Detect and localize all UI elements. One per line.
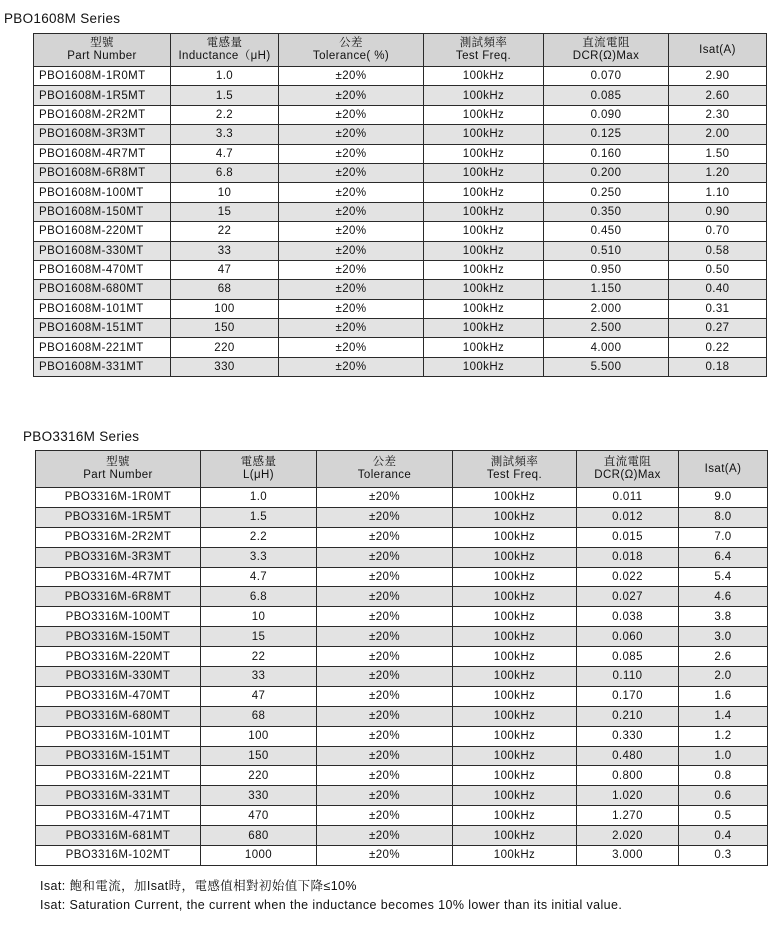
col-header-test-freq: 測試頻率 Test Freq. bbox=[424, 34, 544, 67]
cell-inductance: 10 bbox=[201, 607, 317, 627]
cell-part-number: PBO3316M-330MT bbox=[36, 667, 201, 687]
cell-dcr: 0.160 bbox=[544, 144, 669, 163]
cell-test-freq: 100kHz bbox=[453, 726, 577, 746]
cell-dcr: 0.110 bbox=[577, 667, 679, 687]
cell-tolerance: ±20% bbox=[317, 826, 453, 846]
cell-dcr: 0.015 bbox=[577, 527, 679, 547]
cell-test-freq: 100kHz bbox=[424, 183, 544, 202]
cell-part-number: PBO1608M-3R3MT bbox=[34, 125, 171, 144]
table-row bbox=[36, 547, 768, 567]
cell-test-freq: 100kHz bbox=[424, 319, 544, 338]
cell-dcr: 0.085 bbox=[577, 647, 679, 667]
cell-part-number: PBO3316M-2R2MT bbox=[36, 527, 201, 547]
table-row bbox=[34, 299, 767, 318]
cell-part-number: PBO1608M-101MT bbox=[34, 299, 171, 318]
cell-inductance: 47 bbox=[171, 260, 279, 279]
cell-test-freq: 100kHz bbox=[424, 125, 544, 144]
cell-part-number: PBO3316M-470MT bbox=[36, 686, 201, 706]
cell-isat: 3.0 bbox=[679, 627, 768, 647]
cell-inductance: 22 bbox=[201, 647, 317, 667]
cell-isat: 0.58 bbox=[669, 241, 767, 260]
cell-tolerance: ±20% bbox=[317, 527, 453, 547]
cell-dcr: 0.038 bbox=[577, 607, 679, 627]
cell-isat: 3.8 bbox=[679, 607, 768, 627]
series2-spec-table bbox=[35, 450, 768, 866]
cell-part-number: PBO3316M-102MT bbox=[36, 846, 201, 866]
cell-dcr: 0.250 bbox=[544, 183, 669, 202]
table-row bbox=[34, 280, 767, 299]
cell-dcr: 0.480 bbox=[577, 746, 679, 766]
cell-dcr: 0.027 bbox=[577, 587, 679, 607]
cell-isat: 1.6 bbox=[679, 686, 768, 706]
table-row bbox=[34, 125, 767, 144]
cell-test-freq: 100kHz bbox=[453, 647, 577, 667]
cell-inductance: 1.5 bbox=[171, 86, 279, 105]
cell-dcr: 2.020 bbox=[577, 826, 679, 846]
cell-isat: 0.8 bbox=[679, 766, 768, 786]
table-row bbox=[34, 241, 767, 260]
table-row bbox=[34, 183, 767, 202]
cell-inductance: 68 bbox=[201, 706, 317, 726]
cell-dcr: 3.000 bbox=[577, 846, 679, 866]
col-header-part-number: 型號 Part Number bbox=[34, 34, 171, 67]
col-header-test-freq: 測試頻率 Test Freq. bbox=[453, 451, 577, 488]
cell-isat: 2.90 bbox=[669, 67, 767, 86]
cell-test-freq: 100kHz bbox=[453, 706, 577, 726]
cell-dcr: 0.950 bbox=[544, 260, 669, 279]
cell-test-freq: 100kHz bbox=[424, 67, 544, 86]
cell-tolerance: ±20% bbox=[279, 183, 424, 202]
table-row bbox=[36, 826, 768, 846]
cell-inductance: 4.7 bbox=[201, 567, 317, 587]
cell-dcr: 0.200 bbox=[544, 163, 669, 182]
cell-test-freq: 100kHz bbox=[453, 806, 577, 826]
cell-part-number: PBO1608M-331MT bbox=[34, 357, 171, 376]
table-row bbox=[34, 202, 767, 221]
table-row bbox=[36, 488, 768, 508]
cell-tolerance: ±20% bbox=[279, 299, 424, 318]
cell-isat: 2.60 bbox=[669, 86, 767, 105]
cell-tolerance: ±20% bbox=[317, 547, 453, 567]
cell-test-freq: 100kHz bbox=[453, 527, 577, 547]
col-header-tolerance: 公差 Tolerance( %) bbox=[279, 34, 424, 67]
cell-isat: 1.4 bbox=[679, 706, 768, 726]
cell-dcr: 4.000 bbox=[544, 338, 669, 357]
cell-tolerance: ±20% bbox=[279, 144, 424, 163]
cell-test-freq: 100kHz bbox=[424, 280, 544, 299]
cell-test-freq: 100kHz bbox=[424, 241, 544, 260]
isat-note-chinese: Isat: 飽和電流，加Isat時，電感值相對初始值下降≤10% bbox=[40, 879, 357, 893]
cell-test-freq: 100kHz bbox=[424, 163, 544, 182]
table-row bbox=[34, 357, 767, 376]
cell-part-number: PBO1608M-6R8MT bbox=[34, 163, 171, 182]
col-header-inductance: 電感量 L(μH) bbox=[201, 451, 317, 488]
cell-test-freq: 100kHz bbox=[453, 766, 577, 786]
table-header-row bbox=[36, 451, 768, 488]
cell-part-number: PBO1608M-1R0MT bbox=[34, 67, 171, 86]
cell-tolerance: ±20% bbox=[317, 846, 453, 866]
cell-isat: 7.0 bbox=[679, 527, 768, 547]
cell-dcr: 1.150 bbox=[544, 280, 669, 299]
cell-inductance: 330 bbox=[201, 786, 317, 806]
cell-test-freq: 100kHz bbox=[453, 567, 577, 587]
cell-dcr: 0.510 bbox=[544, 241, 669, 260]
cell-isat: 0.70 bbox=[669, 222, 767, 241]
cell-isat: 0.18 bbox=[669, 357, 767, 376]
cell-part-number: PBO3316M-3R3MT bbox=[36, 547, 201, 567]
cell-isat: 5.4 bbox=[679, 567, 768, 587]
table-row bbox=[36, 766, 768, 786]
table-header-row bbox=[34, 34, 767, 67]
cell-test-freq: 100kHz bbox=[424, 222, 544, 241]
cell-inductance: 1.0 bbox=[201, 488, 317, 508]
cell-tolerance: ±20% bbox=[317, 587, 453, 607]
cell-part-number: PBO3316M-1R5MT bbox=[36, 507, 201, 527]
cell-dcr: 0.085 bbox=[544, 86, 669, 105]
cell-part-number: PBO1608M-470MT bbox=[34, 260, 171, 279]
cell-isat: 1.2 bbox=[679, 726, 768, 746]
cell-part-number: PBO1608M-151MT bbox=[34, 319, 171, 338]
cell-inductance: 150 bbox=[201, 746, 317, 766]
cell-part-number: PBO3316M-151MT bbox=[36, 746, 201, 766]
series1-title: PBO1608M Series bbox=[4, 11, 121, 26]
cell-inductance: 33 bbox=[201, 667, 317, 687]
cell-tolerance: ±20% bbox=[317, 647, 453, 667]
cell-isat: 2.0 bbox=[679, 667, 768, 687]
cell-tolerance: ±20% bbox=[279, 105, 424, 124]
col-header-tolerance: 公差 Tolerance bbox=[317, 451, 453, 488]
cell-test-freq: 100kHz bbox=[453, 607, 577, 627]
cell-tolerance: ±20% bbox=[317, 488, 453, 508]
cell-inductance: 330 bbox=[171, 357, 279, 376]
cell-tolerance: ±20% bbox=[279, 202, 424, 221]
cell-inductance: 150 bbox=[171, 319, 279, 338]
cell-tolerance: ±20% bbox=[279, 241, 424, 260]
cell-isat: 0.5 bbox=[679, 806, 768, 826]
cell-part-number: PBO3316M-221MT bbox=[36, 766, 201, 786]
table-row bbox=[34, 338, 767, 357]
cell-isat: 1.10 bbox=[669, 183, 767, 202]
cell-dcr: 0.800 bbox=[577, 766, 679, 786]
cell-part-number: PBO3316M-331MT bbox=[36, 786, 201, 806]
cell-isat: 0.50 bbox=[669, 260, 767, 279]
cell-tolerance: ±20% bbox=[279, 260, 424, 279]
cell-tolerance: ±20% bbox=[317, 726, 453, 746]
cell-test-freq: 100kHz bbox=[424, 86, 544, 105]
table-row bbox=[36, 726, 768, 746]
cell-tolerance: ±20% bbox=[317, 706, 453, 726]
cell-test-freq: 100kHz bbox=[453, 488, 577, 508]
cell-part-number: PBO1608M-221MT bbox=[34, 338, 171, 357]
cell-inductance: 2.2 bbox=[201, 527, 317, 547]
cell-isat: 0.40 bbox=[669, 280, 767, 299]
cell-test-freq: 100kHz bbox=[453, 507, 577, 527]
cell-dcr: 2.500 bbox=[544, 319, 669, 338]
cell-part-number: PBO3316M-471MT bbox=[36, 806, 201, 826]
cell-tolerance: ±20% bbox=[279, 86, 424, 105]
cell-inductance: 22 bbox=[171, 222, 279, 241]
cell-dcr: 0.450 bbox=[544, 222, 669, 241]
cell-isat: 1.0 bbox=[679, 746, 768, 766]
cell-test-freq: 100kHz bbox=[424, 299, 544, 318]
cell-part-number: PBO1608M-4R7MT bbox=[34, 144, 171, 163]
cell-inductance: 15 bbox=[201, 627, 317, 647]
cell-isat: 0.31 bbox=[669, 299, 767, 318]
cell-inductance: 220 bbox=[171, 338, 279, 357]
cell-test-freq: 100kHz bbox=[424, 357, 544, 376]
cell-part-number: PBO3316M-681MT bbox=[36, 826, 201, 846]
table-row bbox=[36, 706, 768, 726]
cell-inductance: 3.3 bbox=[201, 547, 317, 567]
cell-tolerance: ±20% bbox=[317, 567, 453, 587]
cell-tolerance: ±20% bbox=[317, 686, 453, 706]
cell-part-number: PBO3316M-4R7MT bbox=[36, 567, 201, 587]
cell-inductance: 220 bbox=[201, 766, 317, 786]
table-row bbox=[34, 222, 767, 241]
cell-inductance: 15 bbox=[171, 202, 279, 221]
series1-spec-table bbox=[33, 33, 767, 377]
cell-tolerance: ±20% bbox=[317, 667, 453, 687]
cell-dcr: 0.125 bbox=[544, 125, 669, 144]
cell-tolerance: ±20% bbox=[279, 222, 424, 241]
cell-dcr: 0.170 bbox=[577, 686, 679, 706]
cell-isat: 0.3 bbox=[679, 846, 768, 866]
cell-tolerance: ±20% bbox=[317, 627, 453, 647]
cell-tolerance: ±20% bbox=[317, 607, 453, 627]
cell-dcr: 0.350 bbox=[544, 202, 669, 221]
cell-inductance: 33 bbox=[171, 241, 279, 260]
cell-part-number: PBO3316M-1R0MT bbox=[36, 488, 201, 508]
cell-part-number: PBO3316M-220MT bbox=[36, 647, 201, 667]
cell-dcr: 1.020 bbox=[577, 786, 679, 806]
cell-isat: 1.50 bbox=[669, 144, 767, 163]
cell-tolerance: ±20% bbox=[317, 786, 453, 806]
table-row bbox=[34, 86, 767, 105]
cell-part-number: PBO1608M-680MT bbox=[34, 280, 171, 299]
cell-test-freq: 100kHz bbox=[424, 105, 544, 124]
table-row bbox=[36, 746, 768, 766]
cell-dcr: 1.270 bbox=[577, 806, 679, 826]
cell-tolerance: ±20% bbox=[279, 67, 424, 86]
cell-isat: 0.27 bbox=[669, 319, 767, 338]
cell-tolerance: ±20% bbox=[317, 806, 453, 826]
table-row bbox=[36, 846, 768, 866]
cell-dcr: 0.090 bbox=[544, 105, 669, 124]
table-row bbox=[36, 587, 768, 607]
cell-test-freq: 100kHz bbox=[453, 826, 577, 846]
cell-tolerance: ±20% bbox=[279, 280, 424, 299]
table-row bbox=[34, 260, 767, 279]
cell-inductance: 3.3 bbox=[171, 125, 279, 144]
cell-isat: 0.90 bbox=[669, 202, 767, 221]
table-row bbox=[36, 667, 768, 687]
cell-inductance: 4.7 bbox=[171, 144, 279, 163]
table-row bbox=[36, 686, 768, 706]
cell-inductance: 680 bbox=[201, 826, 317, 846]
cell-part-number: PBO1608M-330MT bbox=[34, 241, 171, 260]
isat-note-english: Isat: Saturation Current, the current when the inductance becomes 10% lower than its initial value. bbox=[40, 898, 623, 912]
cell-isat: 8.0 bbox=[679, 507, 768, 527]
cell-test-freq: 100kHz bbox=[453, 786, 577, 806]
cell-isat: 2.30 bbox=[669, 105, 767, 124]
cell-part-number: PBO3316M-680MT bbox=[36, 706, 201, 726]
cell-test-freq: 100kHz bbox=[453, 667, 577, 687]
cell-inductance: 100 bbox=[201, 726, 317, 746]
table-row bbox=[36, 627, 768, 647]
col-header-isat: Isat(A) bbox=[669, 34, 767, 67]
cell-test-freq: 100kHz bbox=[424, 338, 544, 357]
cell-isat: 6.4 bbox=[679, 547, 768, 567]
cell-part-number: PBO1608M-1R5MT bbox=[34, 86, 171, 105]
cell-inductance: 1.0 bbox=[171, 67, 279, 86]
cell-inductance: 10 bbox=[171, 183, 279, 202]
col-header-part-number: 型號 Part Number bbox=[36, 451, 201, 488]
cell-dcr: 0.330 bbox=[577, 726, 679, 746]
cell-test-freq: 100kHz bbox=[453, 627, 577, 647]
cell-isat: 0.22 bbox=[669, 338, 767, 357]
cell-inductance: 100 bbox=[171, 299, 279, 318]
cell-part-number: PBO1608M-100MT bbox=[34, 183, 171, 202]
table-row bbox=[34, 144, 767, 163]
cell-inductance: 6.8 bbox=[201, 587, 317, 607]
table-row bbox=[36, 647, 768, 667]
cell-tolerance: ±20% bbox=[279, 125, 424, 144]
cell-dcr: 0.210 bbox=[577, 706, 679, 726]
cell-part-number: PBO1608M-2R2MT bbox=[34, 105, 171, 124]
cell-dcr: 2.000 bbox=[544, 299, 669, 318]
cell-dcr: 0.022 bbox=[577, 567, 679, 587]
series2-title: PBO3316M Series bbox=[23, 429, 140, 444]
table-row bbox=[36, 507, 768, 527]
cell-isat: 9.0 bbox=[679, 488, 768, 508]
cell-inductance: 1000 bbox=[201, 846, 317, 866]
cell-tolerance: ±20% bbox=[279, 163, 424, 182]
cell-part-number: PBO3316M-6R8MT bbox=[36, 587, 201, 607]
cell-test-freq: 100kHz bbox=[453, 547, 577, 567]
cell-test-freq: 100kHz bbox=[453, 686, 577, 706]
cell-tolerance: ±20% bbox=[317, 746, 453, 766]
cell-isat: 2.00 bbox=[669, 125, 767, 144]
cell-isat: 1.20 bbox=[669, 163, 767, 182]
cell-test-freq: 100kHz bbox=[453, 746, 577, 766]
table-row bbox=[34, 319, 767, 338]
cell-isat: 0.4 bbox=[679, 826, 768, 846]
cell-inductance: 6.8 bbox=[171, 163, 279, 182]
col-header-dcr: 直流電阻 DCR(Ω)Max bbox=[544, 34, 669, 67]
cell-part-number: PBO3316M-100MT bbox=[36, 607, 201, 627]
col-header-dcr: 直流電阻 DCR(Ω)Max bbox=[577, 451, 679, 488]
cell-inductance: 47 bbox=[201, 686, 317, 706]
cell-isat: 2.6 bbox=[679, 647, 768, 667]
cell-tolerance: ±20% bbox=[279, 338, 424, 357]
cell-isat: 0.6 bbox=[679, 786, 768, 806]
cell-tolerance: ±20% bbox=[317, 766, 453, 786]
cell-dcr: 0.070 bbox=[544, 67, 669, 86]
cell-inductance: 2.2 bbox=[171, 105, 279, 124]
cell-isat: 4.6 bbox=[679, 587, 768, 607]
cell-tolerance: ±20% bbox=[279, 357, 424, 376]
cell-inductance: 470 bbox=[201, 806, 317, 826]
cell-part-number: PBO3316M-101MT bbox=[36, 726, 201, 746]
table-row bbox=[36, 607, 768, 627]
cell-test-freq: 100kHz bbox=[424, 260, 544, 279]
table-row bbox=[34, 105, 767, 124]
cell-dcr: 0.060 bbox=[577, 627, 679, 647]
cell-test-freq: 100kHz bbox=[453, 587, 577, 607]
col-header-isat: Isat(A) bbox=[679, 451, 768, 488]
table-row bbox=[34, 163, 767, 182]
cell-test-freq: 100kHz bbox=[424, 144, 544, 163]
cell-part-number: PBO1608M-220MT bbox=[34, 222, 171, 241]
cell-tolerance: ±20% bbox=[279, 319, 424, 338]
table-row bbox=[36, 786, 768, 806]
cell-dcr: 0.018 bbox=[577, 547, 679, 567]
cell-test-freq: 100kHz bbox=[453, 846, 577, 866]
table-row bbox=[34, 67, 767, 86]
cell-part-number: PBO3316M-150MT bbox=[36, 627, 201, 647]
table-row bbox=[36, 527, 768, 547]
table-row bbox=[36, 806, 768, 826]
cell-inductance: 1.5 bbox=[201, 507, 317, 527]
table-row bbox=[36, 567, 768, 587]
cell-dcr: 0.012 bbox=[577, 507, 679, 527]
col-header-inductance: 電感量 Inductance（μH) bbox=[171, 34, 279, 67]
cell-dcr: 0.011 bbox=[577, 488, 679, 508]
cell-tolerance: ±20% bbox=[317, 507, 453, 527]
cell-part-number: PBO1608M-150MT bbox=[34, 202, 171, 221]
cell-inductance: 68 bbox=[171, 280, 279, 299]
cell-dcr: 5.500 bbox=[544, 357, 669, 376]
cell-test-freq: 100kHz bbox=[424, 202, 544, 221]
